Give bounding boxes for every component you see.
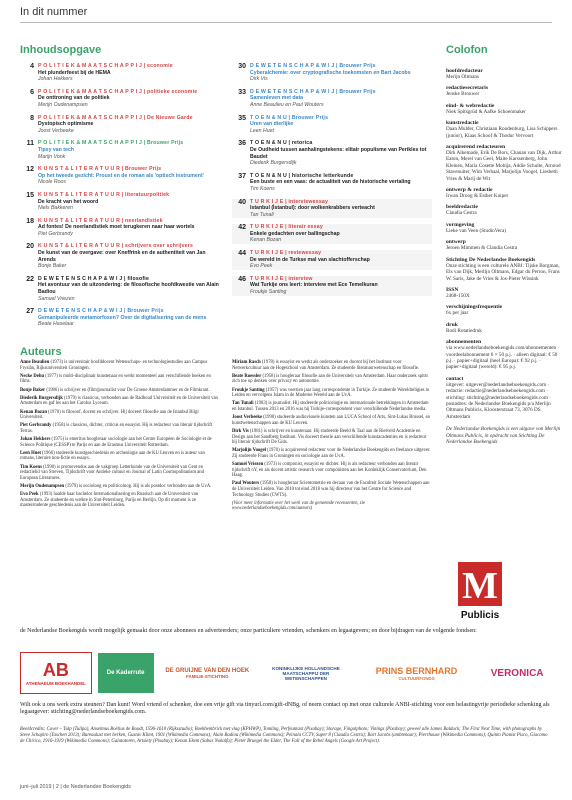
toc-page-number: 18 <box>26 217 34 225</box>
author-bio-text: (1957) was veertien jaar lang correspondente in Turkije. Ze studeerde Wereldreligies in Leiden en vervolgens Islam in de Moderne Wereld aan de UvA. <box>232 387 430 399</box>
author-bio <box>20 451 220 462</box>
toc-article-title[interactable]: Een buste en een vaas: de actualiteit van de historische vertaling <box>250 179 411 186</box>
logo-text: VERONICA <box>490 667 544 679</box>
toc-entry[interactable] <box>20 276 220 302</box>
author-name: Samuel Vriezen <box>232 462 264 468</box>
author-bio <box>232 429 432 446</box>
toc-entry-body <box>250 115 328 135</box>
logo-prins-bernhard <box>357 653 477 693</box>
page-footer: juni–juli 2019 | 2 | de Nederlandse Boekengids <box>20 784 131 790</box>
toc-category: D E W E T E N S C H A P & W I J | Brouwer Prijs <box>250 88 376 95</box>
toc-article-title[interactable]: Enkele gedachten over ballingschap <box>250 230 340 237</box>
toc-entry[interactable] <box>232 140 432 166</box>
toc-article-title[interactable]: Ad fontes! De neerlandistiek moet terugkeren naar haar wortels <box>38 224 195 231</box>
toc-left-column <box>20 63 220 334</box>
toc-page-number: 27 <box>26 308 34 316</box>
colofon-value: Daan Mulder, Christiaan Roodenburg, Lisa Schippers (junior), Klaas Schoof & Thodur Vervoort <box>446 126 558 139</box>
toc-entry[interactable] <box>20 140 220 160</box>
toc-article-title[interactable]: Cyberalchemie: over cryptografische toekomsten en Bart Jacobs <box>250 69 411 76</box>
toc-author: Anne Beaulieu en Paul Wouters <box>250 101 324 108</box>
toc-page-number: 30 <box>238 63 246 70</box>
toc-entry-body <box>250 224 340 244</box>
toc-page-number: 37 <box>238 172 246 180</box>
logo-text: AB <box>42 660 69 680</box>
toc-page-number: 6 <box>30 88 34 96</box>
toc-page-number: 4 <box>30 63 34 70</box>
author-bio <box>232 401 432 412</box>
author-bio <box>20 465 220 482</box>
toc-article-title[interactable]: De Oudheid tussen aanhalingstekens: elitair populisme van Perikles tot Baudet <box>250 146 427 160</box>
colofon-value: uitgever: uitgever@nederlandseboekengids.com · redactie: redactie@nederlandseboekengids.com · stichting: stichting@nederlandseboekengids.com · postadres: de Nederlandse Boekengids p/a Merlijn Oltmans Publicis, Kloosterstraat 73, 3076 DS Amsterdam <box>446 381 551 420</box>
author-bio <box>232 462 432 479</box>
toc-page-number: 20 <box>26 243 34 251</box>
toc-entry-body <box>250 250 370 270</box>
author-bio <box>232 374 432 385</box>
toc-entry-body <box>38 243 220 269</box>
colofon-value: Onze stichting is een culturele ANBI: Tijske Borgman, Els van Dijk, Merlijn Oltmans, Edgar du Perron, Frans W. Saris, Jake de Vries & Jos-Pieter Wissink <box>446 262 560 282</box>
toc-entry-body <box>38 115 193 135</box>
toc-entry-body <box>38 140 183 160</box>
author-bio-text: (1979) is classicus, verbonden aan de Radboud Universiteit en de Universiteit van Amsterdam en gaf les aan het Carolus Lyceum. <box>20 395 218 407</box>
logo-text: De Kaderrute <box>106 670 145 676</box>
colofon-label: acquirerend redacteuren <box>446 144 506 151</box>
colofon-label: hoofdredacteur <box>446 68 483 74</box>
toc-category: P O L I T I E K & M A A T S C H A P P I J | Brouwer Prijs <box>38 140 184 147</box>
toc-page-number: 15 <box>26 191 34 199</box>
toc-author: Joost Verbeeke <box>38 127 74 134</box>
author-name: Kenan Bozan <box>20 409 47 415</box>
toc-category: T U R K I J E | literair essay <box>250 224 323 231</box>
toc-article-title[interactable]: De wereld in de Turkse mal van slachtofferschap <box>250 256 370 263</box>
toc-article-title[interactable]: Het plunderfeest bij de HEMA <box>38 69 111 76</box>
author-name: Leen Huet <box>20 450 41 456</box>
author-name: Beate Roessler <box>232 373 262 379</box>
author-bio-text: (1977) is multi-disciplinair kunstenaar en werkt momenteel aan verschillende boeken en films. <box>20 373 211 385</box>
logo-ab <box>20 652 92 694</box>
colofon-label: eind- & webredactie <box>446 102 495 109</box>
toc-author: Froukje Santing <box>250 289 287 296</box>
toc-entry[interactable] <box>20 243 220 269</box>
colofon-value: 2468-150X <box>446 292 470 299</box>
colofon-label: vormgeving <box>446 221 475 228</box>
logo-sub: Publicis <box>460 610 500 621</box>
author-bio <box>20 360 220 371</box>
toc-title: Inhoudsopgave <box>20 44 102 56</box>
colofon-label: redactiesecretaris <box>446 85 489 92</box>
logo-text: PRINS BERNHARD <box>375 665 458 676</box>
publicis-logo <box>452 562 508 622</box>
toc-page-number: 12 <box>26 166 34 174</box>
author-bio <box>20 410 220 421</box>
toc-article-title[interactable]: De kunst van de overgave: over Kneffrink en de authentiteit van Jan Arends <box>38 250 206 263</box>
toc-category: K U N S T & L I T E R A T U U R | neerlandistiek <box>38 217 163 224</box>
author-bio-text: (1958) is hoogleraar Scientometrie en decaan van de Faculteit Sociale Wetenschappen aan de Universiteit Leiden. Van 2010 tot eind 2018 was hij directeur van het Centre for Science and Technology Studies (CWTS). <box>232 481 430 498</box>
author-bio-text: (1983) is journalist. Hij studeerde politicologie en internationale betrekkingen in Amsterdam en Istanbul. Tussen 2013 en 2016 was hij Turkije-correspondent voor verschillende Nederlandse media. <box>232 401 429 412</box>
toc-author: Dirk Vis <box>250 76 268 83</box>
toc-entry[interactable] <box>232 250 432 270</box>
toc-category: D E W E T E N S C H A P & W I J | Brouwer Prijs <box>250 63 376 69</box>
author-name: Tan Tunali <box>232 401 254 407</box>
toc-category: P O L I T I E K & M A A T S C H A P P I J | politieke economie <box>38 88 198 95</box>
header-divider <box>20 22 552 23</box>
author-bio-text: (1978) is essayist en werkt als onderzoeker en docent bij het Instituut voor Netwerkcultuur aan de Hogeschool van Amsterdam. Ze studeerde literatuurwetenschap en filosofie. <box>232 360 420 371</box>
toc-entry-body <box>38 218 195 238</box>
toc-entry[interactable] <box>232 276 432 296</box>
author-bio <box>232 415 432 426</box>
toc-entry[interactable] <box>20 115 220 135</box>
sponsor-text: de Nederlandse Boekengids wordt mogelijk gemaakt door onze abonnees en adverteerders; onze particuliere vrienden, schenkers en legaatgevers; en door bijdragen van de volgende fondsen: <box>20 628 477 634</box>
toc-article-title[interactable]: Gemanipuleerde metamorfosen? Over de digitalisering van de mens <box>38 314 207 321</box>
toc-author: Tan Tunali <box>250 211 274 218</box>
colofon-block <box>446 63 564 445</box>
toc-author: Diederik Burgersdijk <box>250 160 297 167</box>
author-name: Johan Hekkers <box>20 437 51 443</box>
author-bio <box>20 396 220 407</box>
colofon-value: Jeroen Mimmen & Claudia Cestra <box>446 245 518 252</box>
toc-author: Bonje Baker <box>38 263 67 270</box>
author-bio <box>232 360 432 371</box>
auteurs-left-column <box>20 360 220 512</box>
toc-page-number: 8 <box>30 114 34 122</box>
toc-category: T U R K I J E | reviewessay <box>250 250 322 257</box>
toc-author: Nicole Roos <box>38 179 66 186</box>
toc-entry[interactable] <box>232 224 432 244</box>
toc-article-title[interactable]: Op het tweede gezicht: Proust en de roman als 'optisch instrument' <box>38 172 204 179</box>
author-name: Marjolijn Voogel <box>232 448 266 454</box>
logo-text: DE GRUIJNE VAN DEN HOEK <box>165 667 250 674</box>
author-bio-text: (1981) is schrijver en kunstenaar. Hij studeerde Beeld & Taal aan de Rietveld Academie en Design aan het Sandberg Instituut. Vis doceert theorie aan verschillende kunstacademies en is redacteur bij literair tijdschrift De Gids. <box>232 428 427 446</box>
toc-page-number: 35 <box>238 114 246 122</box>
colofon-value: Dirk Alkemade, Erik De Bors, Chanan van Dijk, Arthur Eaton, Merel van Geel, Maite Karssenberg, John Kleinen, Maria Cosette Mobija, Addie Schulte, Arnoud Stavenuiter, Wim Verhaal, Marjolijn Voogel, Liesbeth Vries & Marij de Wit <box>446 150 562 182</box>
toc-page-number: 40 <box>238 198 246 206</box>
toc-article-title[interactable]: Dystopisch optimisme <box>38 121 94 128</box>
colofon-label: contact <box>446 375 464 382</box>
toc-page-number: 11 <box>26 140 34 148</box>
toc-category: T O E N & N U | Brouwer Prijs <box>250 114 329 121</box>
author-bio-text: (1975) is emeritus hoogleraar sociologie aan het Centre Européen de Sociologie et de Science Politique (CESSP) te Parijs en aan de Erasmus Universiteit Rotterdam. <box>20 437 212 448</box>
toc-entry-body <box>250 199 375 219</box>
colofon-value: Niek Spitsgrüd & Aafke Schoenmaker <box>446 108 526 115</box>
author-name: Evo Peek <box>20 492 39 498</box>
support-text: Wilt ook u ons werk extra steunen? Dan kunt! Word vriend of schenker, doe een vrije gift via tinyurl.com/gift-dNBg, of neem contact op met onze culturele ANBI-stichting voor een belastingvrije periodieke schenking als legaatgever: stichting@nederlandseboekengids.com. <box>20 702 550 716</box>
author-bio <box>20 437 220 448</box>
author-name: Anne Beaulieu <box>20 360 50 365</box>
toc-page-number: 33 <box>238 88 246 96</box>
colofon-label: Stichting De Nederlandse Boekengids <box>446 256 536 263</box>
toc-entry-body <box>250 63 411 83</box>
colofon-label: druk <box>446 321 458 328</box>
author-name: Merijn Oudenampsen <box>20 484 65 490</box>
colofon-value: 6x per jaar <box>446 310 469 317</box>
toc-author: Tim Koens <box>250 185 275 192</box>
toc-category: D E W E T E N S C H A P & W I J | Brouwer Prijs <box>38 308 164 315</box>
toc-page-number: 22 <box>26 275 34 283</box>
toc-category: T O E N & N U | historische letterkunde <box>250 172 354 179</box>
toc-article-title[interactable]: Samenleven met data <box>250 95 304 102</box>
author-name: Joost Verbeeke <box>232 415 263 421</box>
image-credits: Beeldcredits: Cover – Tulp (Tulipa), Anselmus Boëtius de Boodt, 1596-1610 (Rijksstudio); Boekhembrick met vlag (KPHWP), Tomling, Perfeuntaxt (Pixabay); Storage, Fingalphoto; Vinings (Pixabay); geweel alle James Balduck; The First Next Time, with photographs by Steve Schapiro (Taschen 2013); Bureaulust met herken, Gustav Klimt, 1901 (Wikimedia Commons); Alain Badiou (Wikimedia Commons); Peinala CCTV, Super 8 (Claudia Cestra); Bart Jacobs (ambtenaar); Pierrhouse (Wikimedia Commons); Quinto Pianist Pisco, Giacomo de Chirico, 1916-1919 (Wikimedia Commons); Galatatoren, Artsiety (Pixabay); Kenan Ekem (Sabas Nokalfa); Pieter Bruegel the Elder, The Fall of the Rebel Angels (Google Art Project). <box>20 727 548 745</box>
toc-category: P O L I T I E K & M A A T S C H A P P I J | De Nieuwe Garde <box>38 114 193 121</box>
toc-article-title[interactable]: De onttroning van de politiek <box>38 95 110 102</box>
toc-category: T U R K I J E | interview <box>250 275 313 282</box>
author-bio <box>232 481 432 498</box>
toc-author: Samuel Vriezen <box>38 295 75 302</box>
logo-letter: M <box>462 565 498 607</box>
toc-entry-body <box>38 89 197 109</box>
toc-entry-body <box>250 140 432 166</box>
author-name: Necke Dehu <box>20 373 45 379</box>
logo-koninklijke <box>261 653 351 693</box>
author-name: Dirk Vis <box>232 428 249 434</box>
colofon-value: Irwan Droog & Esther Kuiper <box>446 193 509 200</box>
author-name: Miriam Rasch <box>232 360 261 365</box>
toc-entry[interactable] <box>232 115 432 135</box>
colofon-label: ontwerp <box>446 239 466 246</box>
colofon-value: Merijn Oltmans <box>446 74 479 80</box>
toc-entry-body <box>38 276 220 302</box>
author-bio <box>20 492 220 509</box>
colofon-title: Colofon <box>446 44 488 56</box>
colofon-value: De Nederlandse Boekengids is een uitgave van Merlijn Oltmans Publicis, in opdracht van Stichting De Nederlandse Boekengids <box>446 426 561 445</box>
author-bio <box>232 388 432 399</box>
author-bio <box>20 374 220 385</box>
author-bio <box>232 501 432 512</box>
author-bio-text: (1958) is classicus, dichter, criticus en essayist. Hij is redacteur van literair tijdschrift Terras. <box>20 423 213 434</box>
author-bio <box>20 423 220 434</box>
logo-subtext: CULTUURFONDS <box>398 675 435 681</box>
author-name: Tim Koens <box>20 464 42 470</box>
toc-author: Piet Gerbrandy <box>38 230 73 237</box>
page-header-title: In dit nummer <box>20 6 88 18</box>
author-bio-text: (1979) is socioloog en politicoloog. Hij is als postdoc verbonden aan de UvA. <box>65 484 212 490</box>
toc-page-number: 46 <box>238 275 246 283</box>
toc-author: Marijn Vonk <box>38 153 66 160</box>
auteurs-right-column <box>232 360 432 515</box>
colofon-value: via www.nederlandseboekengids.com/abonnementen · voordeelabonnement 6 × 50 p.j. · alleen digitaal: € 50 p.j. · papier+digitaal (heel Europa): € 92 p.j. · papier+digitaal (wereld): € 95 p.j. <box>446 345 560 371</box>
toc-right-column <box>232 63 432 302</box>
toc-article-title[interactable]: Het avontuur van de uitzondering: de filosofische hoofdkwestie van Alain Badiou <box>38 282 219 296</box>
toc-entry-body <box>250 276 378 296</box>
author-bio-text: (1990) is promovendus aan de vakgroep Letterkunde van de Universiteit van Gent en redactielid van Streven, Tijdschrift voor Antieke cultuur en Journal of Latin Cosmopolitanism and European Literatures. <box>20 464 204 481</box>
author-bio-text: (1973) is componist, essayist en dichter. Hij is als redacteur verbonden aan literair tijdschrift nY, en als docent artistic research voor componisten aan het Koninklijk Conservatorium, Den Haag. <box>232 462 427 479</box>
toc-author: Evo Peek <box>250 263 273 270</box>
toc-article-title[interactable]: Wat Turkije ons leert: interview met Ece Temelkuran <box>250 282 378 289</box>
toc-entry[interactable] <box>20 89 220 109</box>
toc-entry[interactable] <box>232 199 432 219</box>
toc-category: K U N S T & L I T E R A T U U R | literatuurpolitiek <box>38 191 170 198</box>
colofon-label: abonnementen <box>446 339 482 346</box>
author-name: Piet Gerbrandy <box>20 423 52 429</box>
toc-category: K U N S T & L I T E R A T U U R | Brouwer Prijs <box>38 166 162 173</box>
logo-veronica <box>482 653 552 693</box>
toc-entry-body <box>38 166 204 186</box>
colofon-value: Jenske Brouwer <box>446 91 480 98</box>
toc-entry-body <box>250 173 411 193</box>
sponsor-logos <box>20 650 552 696</box>
author-bio-text: (1973) is universitair hoofddocent Wetenschaps- en technologiestudies aan Campus Fryslân, Rijksuniversiteit Groningen. <box>20 360 208 371</box>
colofon-value: Claudia Cestra <box>446 210 477 217</box>
toc-entry[interactable] <box>20 308 220 328</box>
logo-text: KONINKLIJKE HOLLANDSCHE MAATSCHAPPIJ DER WETENSCHAPPEN <box>272 665 340 681</box>
toc-entry[interactable] <box>20 192 220 212</box>
toc-category: K U N S T & L I T E R A T U U R | schrijvers over schrijvers <box>38 243 194 250</box>
author-bio-text: (1970) is acquirerend redacteur voor de Nederlandse Boekengids en freelance uitgever. Zij studeerde Frans in Groningen en sociologie aan de UvA. <box>232 448 431 459</box>
toc-page-number: 44 <box>238 250 246 258</box>
author-bio-text: (Voor meer informatie over het werk van de genoemde recensenten, zie www.nederlandseboekengids.com/auteurs) <box>232 500 365 512</box>
toc-entry[interactable] <box>232 63 432 83</box>
toc-category: D E W E T E N S C H A P & W I J | filosofie <box>38 275 150 282</box>
colofon-label: verschijningsfrequentie <box>446 304 503 311</box>
toc-article-title[interactable]: Istanbul (İstanbul): door wolkenkrabbers verteacht <box>250 205 375 212</box>
author-bio-text: (1958) is hoogleraar filosofie aan de Universiteit van Amsterdam. Haar onderzoek spitst zich toe op denken over privacy en autonomie. <box>232 373 428 385</box>
author-bio-text: (1990) studeerde audiovisuele kunsten aan LUCA School of Arts, Sint-Lukas Brussel, en kunstwetenschappen aan de KU Leuven. <box>232 415 431 426</box>
toc-entry-body <box>38 308 206 328</box>
colofon-label: ontwerp & redactie <box>446 187 493 194</box>
toc-entry[interactable] <box>232 173 432 193</box>
toc-article-title[interactable]: De kracht van het woord <box>38 198 99 205</box>
toc-page-number: 36 <box>238 140 246 148</box>
author-name: Froukje Santing <box>232 387 265 393</box>
toc-author: Niels Bakkeren <box>38 205 73 212</box>
toc-author: Merijn Oudenampsen <box>38 101 88 108</box>
toc-entry-body <box>38 63 173 83</box>
author-name: Paul Wouters <box>232 481 260 487</box>
author-name: Diederik Burgersdijk <box>20 395 63 401</box>
auteurs-title: Auteurs <box>20 346 62 358</box>
colofon-value: Rodi Rotatiedruk <box>446 327 482 334</box>
toc-category: T O E N & N U | retorica <box>250 140 313 147</box>
toc-entry[interactable] <box>20 218 220 238</box>
toc-entry-body <box>38 192 169 212</box>
toc-entry[interactable] <box>232 89 432 109</box>
toc-article-title[interactable]: Uren van dierlijke <box>250 121 294 128</box>
toc-category: T U R K I J E | interviewessay <box>250 198 329 205</box>
toc-entry[interactable] <box>20 166 220 186</box>
author-bio <box>20 388 220 394</box>
toc-entry[interactable] <box>20 63 220 83</box>
logo-de-lindeboom <box>98 653 154 693</box>
author-bio <box>20 484 220 490</box>
colofon-value: Lieke van Veen (StudioVera) <box>446 227 506 234</box>
toc-article-title[interactable]: Tipsy van tech <box>38 146 74 153</box>
toc-entry-body <box>250 89 376 109</box>
colofon-label: ISSN <box>446 286 459 293</box>
toc-author: Johan Hekkers <box>38 76 73 83</box>
logo-de-gruijne <box>160 653 256 693</box>
author-bio-text: (1986) is schrijver en (film)journalist voor De Groene Amsterdammer en de Filmkrant. <box>46 387 210 393</box>
author-bio-text: (1966) studeerde kunstgeschiedenis en archeologie aan de KU Leuven en is auteur van romans, literaire non-fictie en essays. <box>20 450 205 462</box>
author-bio <box>232 448 432 459</box>
author-bio-text: (1970) is filosoof, docent en schrijver. Hij doceert filosofie aan de Istanbul Bilgi Universiteit. <box>20 409 199 421</box>
toc-category: P O L I T I E K & M A A T S C H A P P I J | economie <box>38 63 173 69</box>
colofon-label: beeldredactie <box>446 204 478 211</box>
colofon-label: kunstredactie <box>446 120 479 127</box>
author-bio-text: (1993) haalde haar bachelor Internationalisering en Russisch aan de Universiteit van Amsterdam. Ze studeerde en werkte in Sint-Petersburg, Parijs en Berlijn. Op dit moment is ze masterstudente geschiedenis aan de Universiteit Leiden. <box>20 492 199 509</box>
toc-author: Beate Haselaar <box>38 321 74 328</box>
author-name: Bonje Baker <box>20 387 46 393</box>
toc-page-number: 42 <box>238 224 246 232</box>
logo-subtext: ATHENAEUM BOEKHANDEL <box>25 681 86 686</box>
logo-subtext: FAMILIE-STICHTING <box>186 673 229 679</box>
toc-author: Kenan Bozan <box>250 237 282 244</box>
toc-author: Leen Huet <box>250 127 274 134</box>
